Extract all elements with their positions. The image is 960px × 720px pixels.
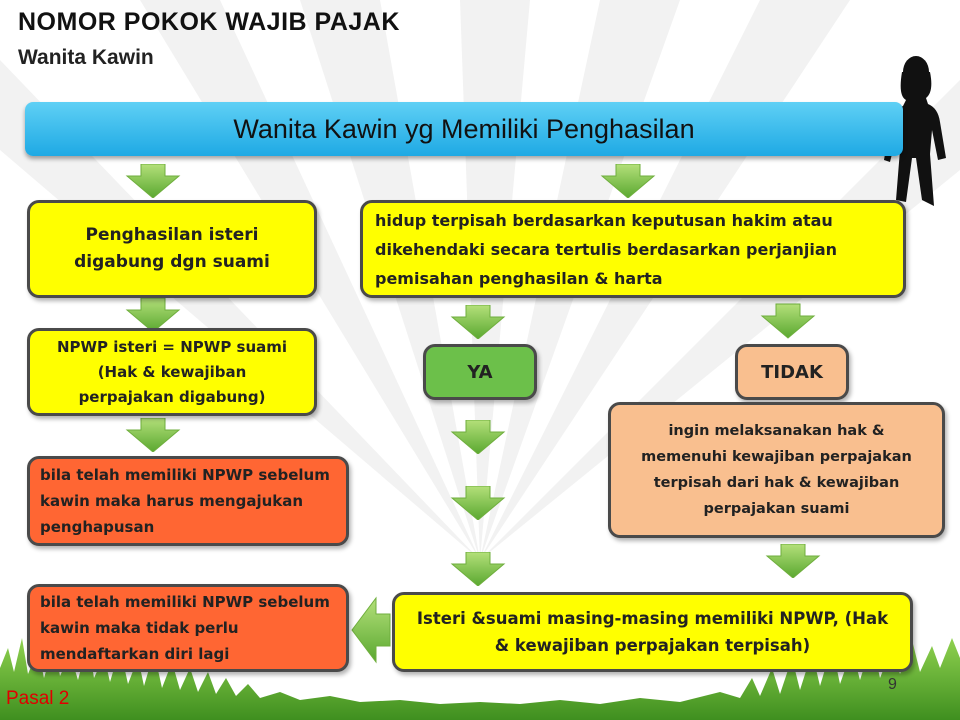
box-no-detail bbox=[608, 402, 945, 538]
arrow-down-icon bbox=[452, 552, 504, 586]
page-number: 9 bbox=[888, 676, 897, 693]
box-no-label: TIDAK bbox=[761, 361, 823, 383]
box-npwp-same bbox=[27, 328, 317, 416]
main-banner: Wanita Kawin yg Memiliki Penghasilan bbox=[25, 102, 903, 156]
box-yes-label: YA bbox=[467, 361, 493, 383]
arrow-down-icon bbox=[127, 298, 179, 332]
arrow-down-icon bbox=[452, 305, 504, 339]
arrow-down-icon bbox=[452, 486, 504, 520]
box-separate-npwp bbox=[392, 592, 913, 672]
box-npwp-same-text: NPWP isteri = NPWP suami (Hak & kewajiban perpajakan digabung) bbox=[56, 337, 288, 406]
box-condition bbox=[360, 200, 906, 298]
box-no bbox=[735, 344, 849, 400]
box-condition-text: hidup terpisah berdasarkan keputusan hakim atau dikehendaki secara tertulis berdasarkan perjanjian pemisahan penghasilan & harta bbox=[375, 210, 838, 288]
box-separate-npwp-text: Isteri &suami masing-masing memiliki NPWP, (Hak & kewajiban perpajakan terpisah) bbox=[416, 609, 889, 655]
box-yes bbox=[423, 344, 537, 400]
arrow-down-icon bbox=[767, 544, 819, 578]
arrow-down-icon bbox=[762, 304, 814, 338]
arrow-left-icon bbox=[352, 598, 390, 662]
arrow-down-icon bbox=[127, 164, 179, 198]
box-must-delete bbox=[27, 456, 349, 546]
pasal-label: Pasal 2 bbox=[6, 688, 70, 709]
box-income-combined-text: Penghasilan isteri digabung dgn suami bbox=[74, 225, 270, 272]
box-no-register-text: bila telah memiliki NPWP sebelum kawin maka tidak perlu mendaftarkan diri lagi bbox=[40, 593, 330, 663]
box-must-delete-text: bila telah memiliki NPWP sebelum kawin maka harus mengajukan penghapusan bbox=[40, 466, 330, 536]
box-no-register bbox=[27, 584, 349, 672]
page-title: NOMOR POKOK WAJIB PAJAK bbox=[18, 8, 400, 36]
box-no-detail-text: ingin melaksanakan hak & memenuhi kewajiban perpajakan terpisah dari hak & kewajiban perpajakan suami bbox=[641, 423, 912, 517]
box-income-combined bbox=[27, 200, 317, 298]
arrow-down-icon bbox=[127, 418, 179, 452]
arrow-down-icon bbox=[602, 164, 654, 198]
page-subtitle: Wanita Kawin bbox=[18, 46, 154, 69]
arrow-down-icon bbox=[452, 420, 504, 454]
